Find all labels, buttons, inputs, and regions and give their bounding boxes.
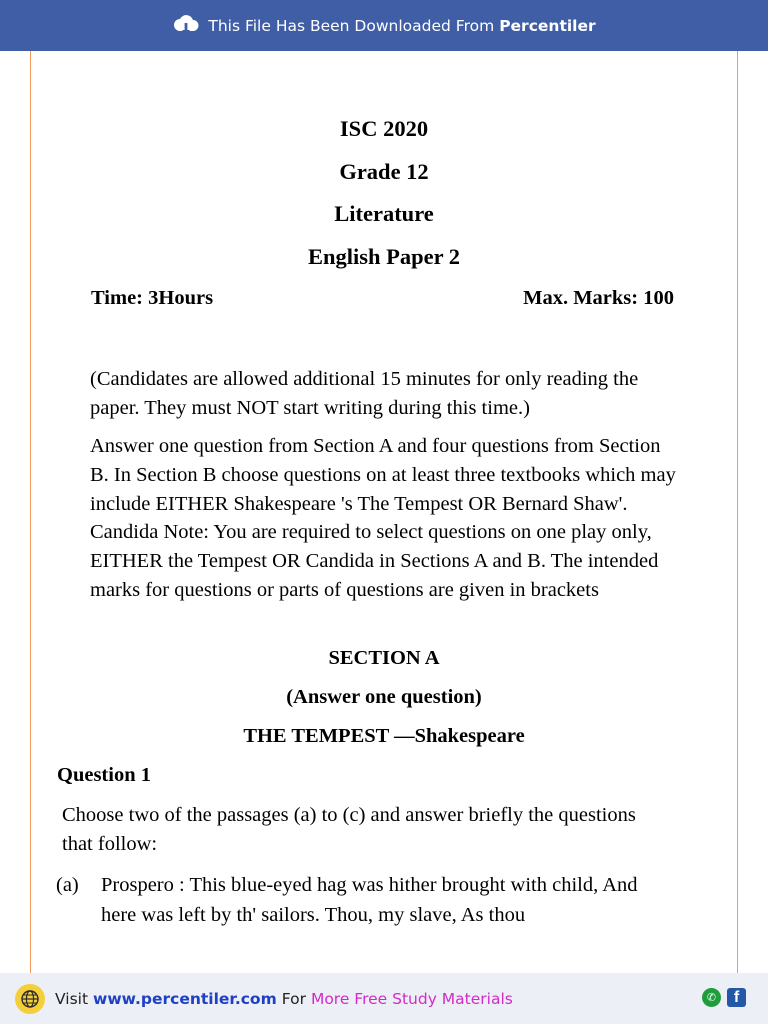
exam-title: ISC 2020 [339,116,429,141]
max-marks: Max. Marks: 100 [523,287,674,309]
question-prompt: Choose two of the passages (a) to (c) and answer briefly the questions that follow: [62,804,636,855]
grade-title: Grade 12 [339,159,429,184]
time-allowed: Time: 3Hours [91,287,214,309]
website-link[interactable]: www.percentiler.com [93,989,277,1008]
footer-tagline: More Free Study Materials [310,989,513,1008]
cloud-download-icon [172,12,200,40]
answer-instruction: Answer one question from Section A and four questions from Section B. In Section B choose questions on at least three textbooks which may include EITHER Shakespeare 's The Tempest OR Bernard Shaw'. Candida Note: You are required to select questions on one play only, EITHER the Tempest OR Candida in Sections A and B. The intended marks for questions or parts of questions are given in brackets [90,435,676,601]
section-subtitle: (Answer one question) [286,686,482,708]
globe-icon [15,984,45,1014]
download-banner [0,0,768,51]
footer-visit: Visit [55,989,89,1008]
reading-instruction: (Candidates are allowed additional 15 minutes for only reading the paper. They must NOT start writing during this time.) [90,368,639,419]
passage-label: (a) [56,874,79,896]
subject-title: Literature [334,201,434,226]
paper-title: English Paper 2 [307,244,461,269]
banner-text: This File Has Been Downloaded From [208,16,495,35]
question-title: Question 1 [57,764,151,786]
passage-a [56,871,676,930]
page-border-left [30,51,31,973]
whatsapp-icon[interactable]: ✆ [702,988,721,1007]
passage-text: Prospero : This blue-eyed hag was hither brought with child, And here was left by th' sailors. Thou, my slave, As thou [101,874,638,926]
footer-banner [0,973,768,1024]
social-links [702,988,746,1007]
play-title: THE TEMPEST —Shakespeare [243,725,525,747]
banner-brand: Percentiler [499,16,596,35]
paper-meta [91,287,674,310]
section-title: SECTION A [328,647,440,669]
page-border-right [737,51,738,973]
footer-for: For [281,989,306,1008]
facebook-icon[interactable]: f [727,988,746,1007]
